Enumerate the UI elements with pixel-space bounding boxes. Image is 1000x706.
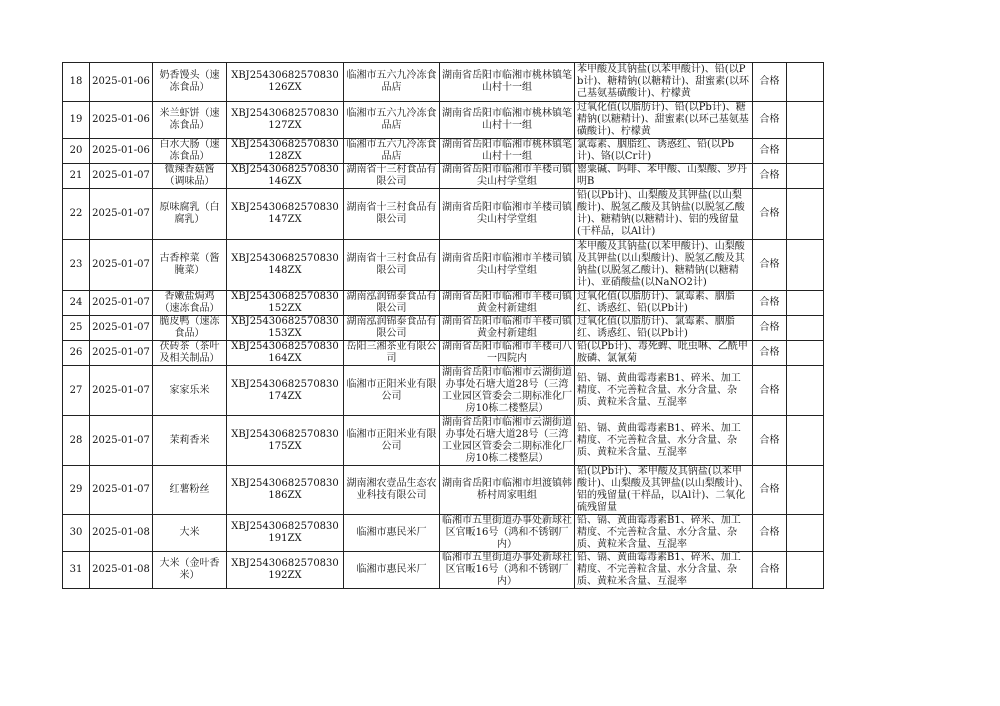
producer-name: 岳阳三湘茶业有限公司 — [344, 341, 440, 366]
row-number: 18 — [63, 63, 90, 102]
test-result: 合格 — [753, 189, 787, 240]
row-number: 19 — [63, 102, 90, 139]
sampling-date: 2025-01-07 — [90, 341, 153, 366]
remarks — [787, 164, 824, 189]
test-result: 合格 — [753, 341, 787, 366]
sampling-date: 2025-01-06 — [90, 63, 153, 102]
sample-code: XBJ25430682570830191ZX — [227, 515, 344, 552]
test-items: 铅、镉、黄曲霉毒素B1、碎米、加工精度、不完善粒含量、水分含量、杂质、黄粒米含量、互混率 — [575, 515, 753, 552]
product-name: 古香榨菜（酱腌菜） — [153, 240, 227, 291]
producer-address: 湖南省岳阳市临湘市桃林镇笔山村十一组 — [440, 63, 575, 102]
row-number: 21 — [63, 164, 90, 189]
sampling-date: 2025-01-07 — [90, 416, 153, 466]
sampling-date: 2025-01-06 — [90, 102, 153, 139]
test-items: 铅(以Pb计)、苯甲酸及其钠盐(以苯甲酸计)、山梨酸及其钾盐(以山梨酸计)、铝的残留量(干样品，以Al计)、二氧化硫残留量 — [575, 466, 753, 515]
test-items: 铅(以Pb计)、毒死蜱、吡虫啉、乙酰甲胺磷、氯氰菊 — [575, 341, 753, 366]
remarks — [787, 316, 824, 341]
sampling-date: 2025-01-08 — [90, 552, 153, 589]
table-row — [63, 316, 824, 341]
test-items: 罂粟碱、吗啡、苯甲酸、山梨酸、罗丹明B — [575, 164, 753, 189]
test-items: 苯甲酸及其钠盐(以苯甲酸计)、铅(以Pb计)、糖精钠(以糖精计)、甜蜜素(以环己基氨基磺酸计)、柠檬黄 — [575, 63, 753, 102]
table-body — [63, 63, 824, 589]
producer-address: 湖南省岳阳市临湘市羊楼司镇尖山村学堂组 — [440, 240, 575, 291]
test-result: 合格 — [753, 466, 787, 515]
remarks — [787, 189, 824, 240]
sampling-date: 2025-01-07 — [90, 466, 153, 515]
sample-code: XBJ25430682570830164ZX — [227, 341, 344, 366]
product-name: 微辣香菇酱（调味品） — [153, 164, 227, 189]
test-items: 过氧化值(以脂肪计)、铅(以Pb计)、糖精钠(以糖精计)、甜蜜素(以环己基氨基磺酸计)、柠檬黄 — [575, 102, 753, 139]
producer-name: 湖南泓润锦泰食品有限公司 — [344, 291, 440, 316]
table-row — [63, 240, 824, 291]
test-result: 合格 — [753, 552, 787, 589]
product-name: 茉莉香米 — [153, 416, 227, 466]
sample-code: XBJ25430682570830174ZX — [227, 366, 344, 416]
table-row — [63, 291, 824, 316]
product-name: 米兰虾饼（速冻食品） — [153, 102, 227, 139]
row-number: 26 — [63, 341, 90, 366]
sampling-date: 2025-01-07 — [90, 240, 153, 291]
product-name: 奶香馒头（速冻食品） — [153, 63, 227, 102]
table-row — [63, 515, 824, 552]
table-row — [63, 189, 824, 240]
table-row — [63, 341, 824, 366]
producer-name: 临湘市惠民米厂 — [344, 515, 440, 552]
table-row — [63, 63, 824, 102]
row-number: 31 — [63, 552, 90, 589]
sampling-date: 2025-01-08 — [90, 515, 153, 552]
sampling-date: 2025-01-07 — [90, 291, 153, 316]
row-number: 20 — [63, 139, 90, 164]
producer-address: 湖南省岳阳市临湘市坦渡镇韩桥村周家咀组 — [440, 466, 575, 515]
producer-name: 临湘市正阳米业有限公司 — [344, 416, 440, 466]
producer-address: 湖南省岳阳市临湘市羊楼司镇黄金村新建组 — [440, 291, 575, 316]
test-result: 合格 — [753, 63, 787, 102]
remarks — [787, 102, 824, 139]
product-name: 脆皮鸭（速冻食品） — [153, 316, 227, 341]
remarks — [787, 291, 824, 316]
sampling-date: 2025-01-06 — [90, 139, 153, 164]
product-name: 家家乐米 — [153, 366, 227, 416]
product-name: 白水大肠（速冻食品） — [153, 139, 227, 164]
test-result: 合格 — [753, 316, 787, 341]
table-row — [63, 416, 824, 466]
test-items: 铅、镉、黄曲霉毒素B1、碎米、加工精度、不完善粒含量、水分含量、杂质、黄粒米含量、互混率 — [575, 366, 753, 416]
sample-code: XBJ25430682570830186ZX — [227, 466, 344, 515]
sample-code: XBJ25430682570830153ZX — [227, 316, 344, 341]
producer-name: 临湘市五六九冷冻食品店 — [344, 139, 440, 164]
table-row — [63, 552, 824, 589]
table-row — [63, 102, 824, 139]
sample-code: XBJ25430682570830147ZX — [227, 189, 344, 240]
test-items: 氯霉素、胭脂红、诱惑红、铅(以Pb计)、铬(以Cr计) — [575, 139, 753, 164]
test-result: 合格 — [753, 164, 787, 189]
remarks — [787, 341, 824, 366]
test-result: 合格 — [753, 139, 787, 164]
table-row — [63, 366, 824, 416]
sample-code: XBJ25430682570830146ZX — [227, 164, 344, 189]
producer-address: 临湘市五里街道办事处新球社区官畈16号（鸿和不锈钢厂内） — [440, 552, 575, 589]
test-result: 合格 — [753, 515, 787, 552]
test-items: 铅、镉、黄曲霉毒素B1、碎米、加工精度、不完善粒含量、水分含量、杂质、黄粒米含量、互混率 — [575, 416, 753, 466]
table-row — [63, 164, 824, 189]
row-number: 24 — [63, 291, 90, 316]
producer-address: 临湘市五里街道办事处新球社区官畈16号（鸿和不锈钢厂内） — [440, 515, 575, 552]
test-result: 合格 — [753, 366, 787, 416]
producer-address: 湖南省岳阳市临湘市羊楼司镇黄金村新建组 — [440, 316, 575, 341]
producer-address: 湖南省岳阳市临湘市桃林镇笔山村十一组 — [440, 102, 575, 139]
remarks — [787, 240, 824, 291]
remarks — [787, 466, 824, 515]
sampling-date: 2025-01-07 — [90, 366, 153, 416]
sample-code: XBJ25430682570830148ZX — [227, 240, 344, 291]
producer-name: 湖南省十三村食品有限公司 — [344, 240, 440, 291]
producer-address: 湖南省岳阳市临湘市桃林镇笔山村十一组 — [440, 139, 575, 164]
row-number: 23 — [63, 240, 90, 291]
producer-name: 临湘市惠民米厂 — [344, 552, 440, 589]
producer-name: 湖南湘农壹品生态农业科技有限公司 — [344, 466, 440, 515]
sample-code: XBJ25430682570830126ZX — [227, 63, 344, 102]
remarks — [787, 63, 824, 102]
producer-name: 湖南省十三村食品有限公司 — [344, 164, 440, 189]
remarks — [787, 515, 824, 552]
row-number: 25 — [63, 316, 90, 341]
producer-address: 湖南省岳阳市临湘市云湖街道办事处石塘大道28号（三湾工业园区管委会二期标准化厂房10栋二楼整层） — [440, 366, 575, 416]
row-number: 29 — [63, 466, 90, 515]
product-name: 原味腐乳（白腐乳） — [153, 189, 227, 240]
producer-name: 临湘市五六九冷冻食品店 — [344, 63, 440, 102]
product-name: 香嫩盐焗鸡（速冻食品） — [153, 291, 227, 316]
product-name: 红薯粉丝 — [153, 466, 227, 515]
test-result: 合格 — [753, 102, 787, 139]
table-row — [63, 139, 824, 164]
producer-name: 湖南泓润锦泰食品有限公司 — [344, 316, 440, 341]
row-number: 27 — [63, 366, 90, 416]
sample-code: XBJ25430682570830152ZX — [227, 291, 344, 316]
producer-name: 临湘市五六九冷冻食品店 — [344, 102, 440, 139]
remarks — [787, 139, 824, 164]
sample-code: XBJ25430682570830192ZX — [227, 552, 344, 589]
producer-address: 湖南省岳阳市临湘市羊楼司镇尖山村学堂组 — [440, 189, 575, 240]
inspection-results-table — [62, 62, 824, 589]
producer-address: 湖南省岳阳市临湘市羊楼司八一四院内 — [440, 341, 575, 366]
product-name: 茯砖茶（茶叶及相关制品） — [153, 341, 227, 366]
test-result: 合格 — [753, 291, 787, 316]
producer-name: 临湘市正阳米业有限公司 — [344, 366, 440, 416]
test-items: 过氧化值(以脂肪计)、氯霉素、胭脂红、诱惑红、铅(以Pb计) — [575, 316, 753, 341]
remarks — [787, 552, 824, 589]
sampling-date: 2025-01-07 — [90, 164, 153, 189]
test-items: 铅(以Pb计)、山梨酸及其钾盐(以山梨酸计)、脱氢乙酸及其钠盐(以脱氢乙酸计)、糖精钠(以糖精计)、铝的残留量(干样品，以Al计) — [575, 189, 753, 240]
row-number: 22 — [63, 189, 90, 240]
producer-address: 湖南省岳阳市临湘市云湖街道办事处石塘大道28号（三湾工业园区管委会二期标准化厂房10栋二楼整层） — [440, 416, 575, 466]
row-number: 28 — [63, 416, 90, 466]
test-result: 合格 — [753, 416, 787, 466]
sample-code: XBJ25430682570830175ZX — [227, 416, 344, 466]
test-result: 合格 — [753, 240, 787, 291]
sampling-date: 2025-01-07 — [90, 316, 153, 341]
remarks — [787, 366, 824, 416]
producer-address: 湖南省岳阳市临湘市羊楼司镇尖山村学堂组 — [440, 164, 575, 189]
sample-code: XBJ25430682570830128ZX — [227, 139, 344, 164]
product-name: 大米 — [153, 515, 227, 552]
sampling-date: 2025-01-07 — [90, 189, 153, 240]
sample-code: XBJ25430682570830127ZX — [227, 102, 344, 139]
table-row — [63, 466, 824, 515]
remarks — [787, 416, 824, 466]
test-items: 苯甲酸及其钠盐(以苯甲酸计)、山梨酸及其钾盐(以山梨酸计)、脱氢乙酸及其钠盐(以脱氢乙酸计)、糖精钠(以糖精计)、亚硝酸盐(以NaNO2计) — [575, 240, 753, 291]
product-name: 大米（金叶香米） — [153, 552, 227, 589]
row-number: 30 — [63, 515, 90, 552]
test-items: 过氧化值(以脂肪计)、氯霉素、胭脂红、诱惑红、铅(以Pb计) — [575, 291, 753, 316]
test-items: 铅、镉、黄曲霉毒素B1、碎米、加工精度、不完善粒含量、水分含量、杂质、黄粒米含量、互混率 — [575, 552, 753, 589]
producer-name: 湖南省十三村食品有限公司 — [344, 189, 440, 240]
